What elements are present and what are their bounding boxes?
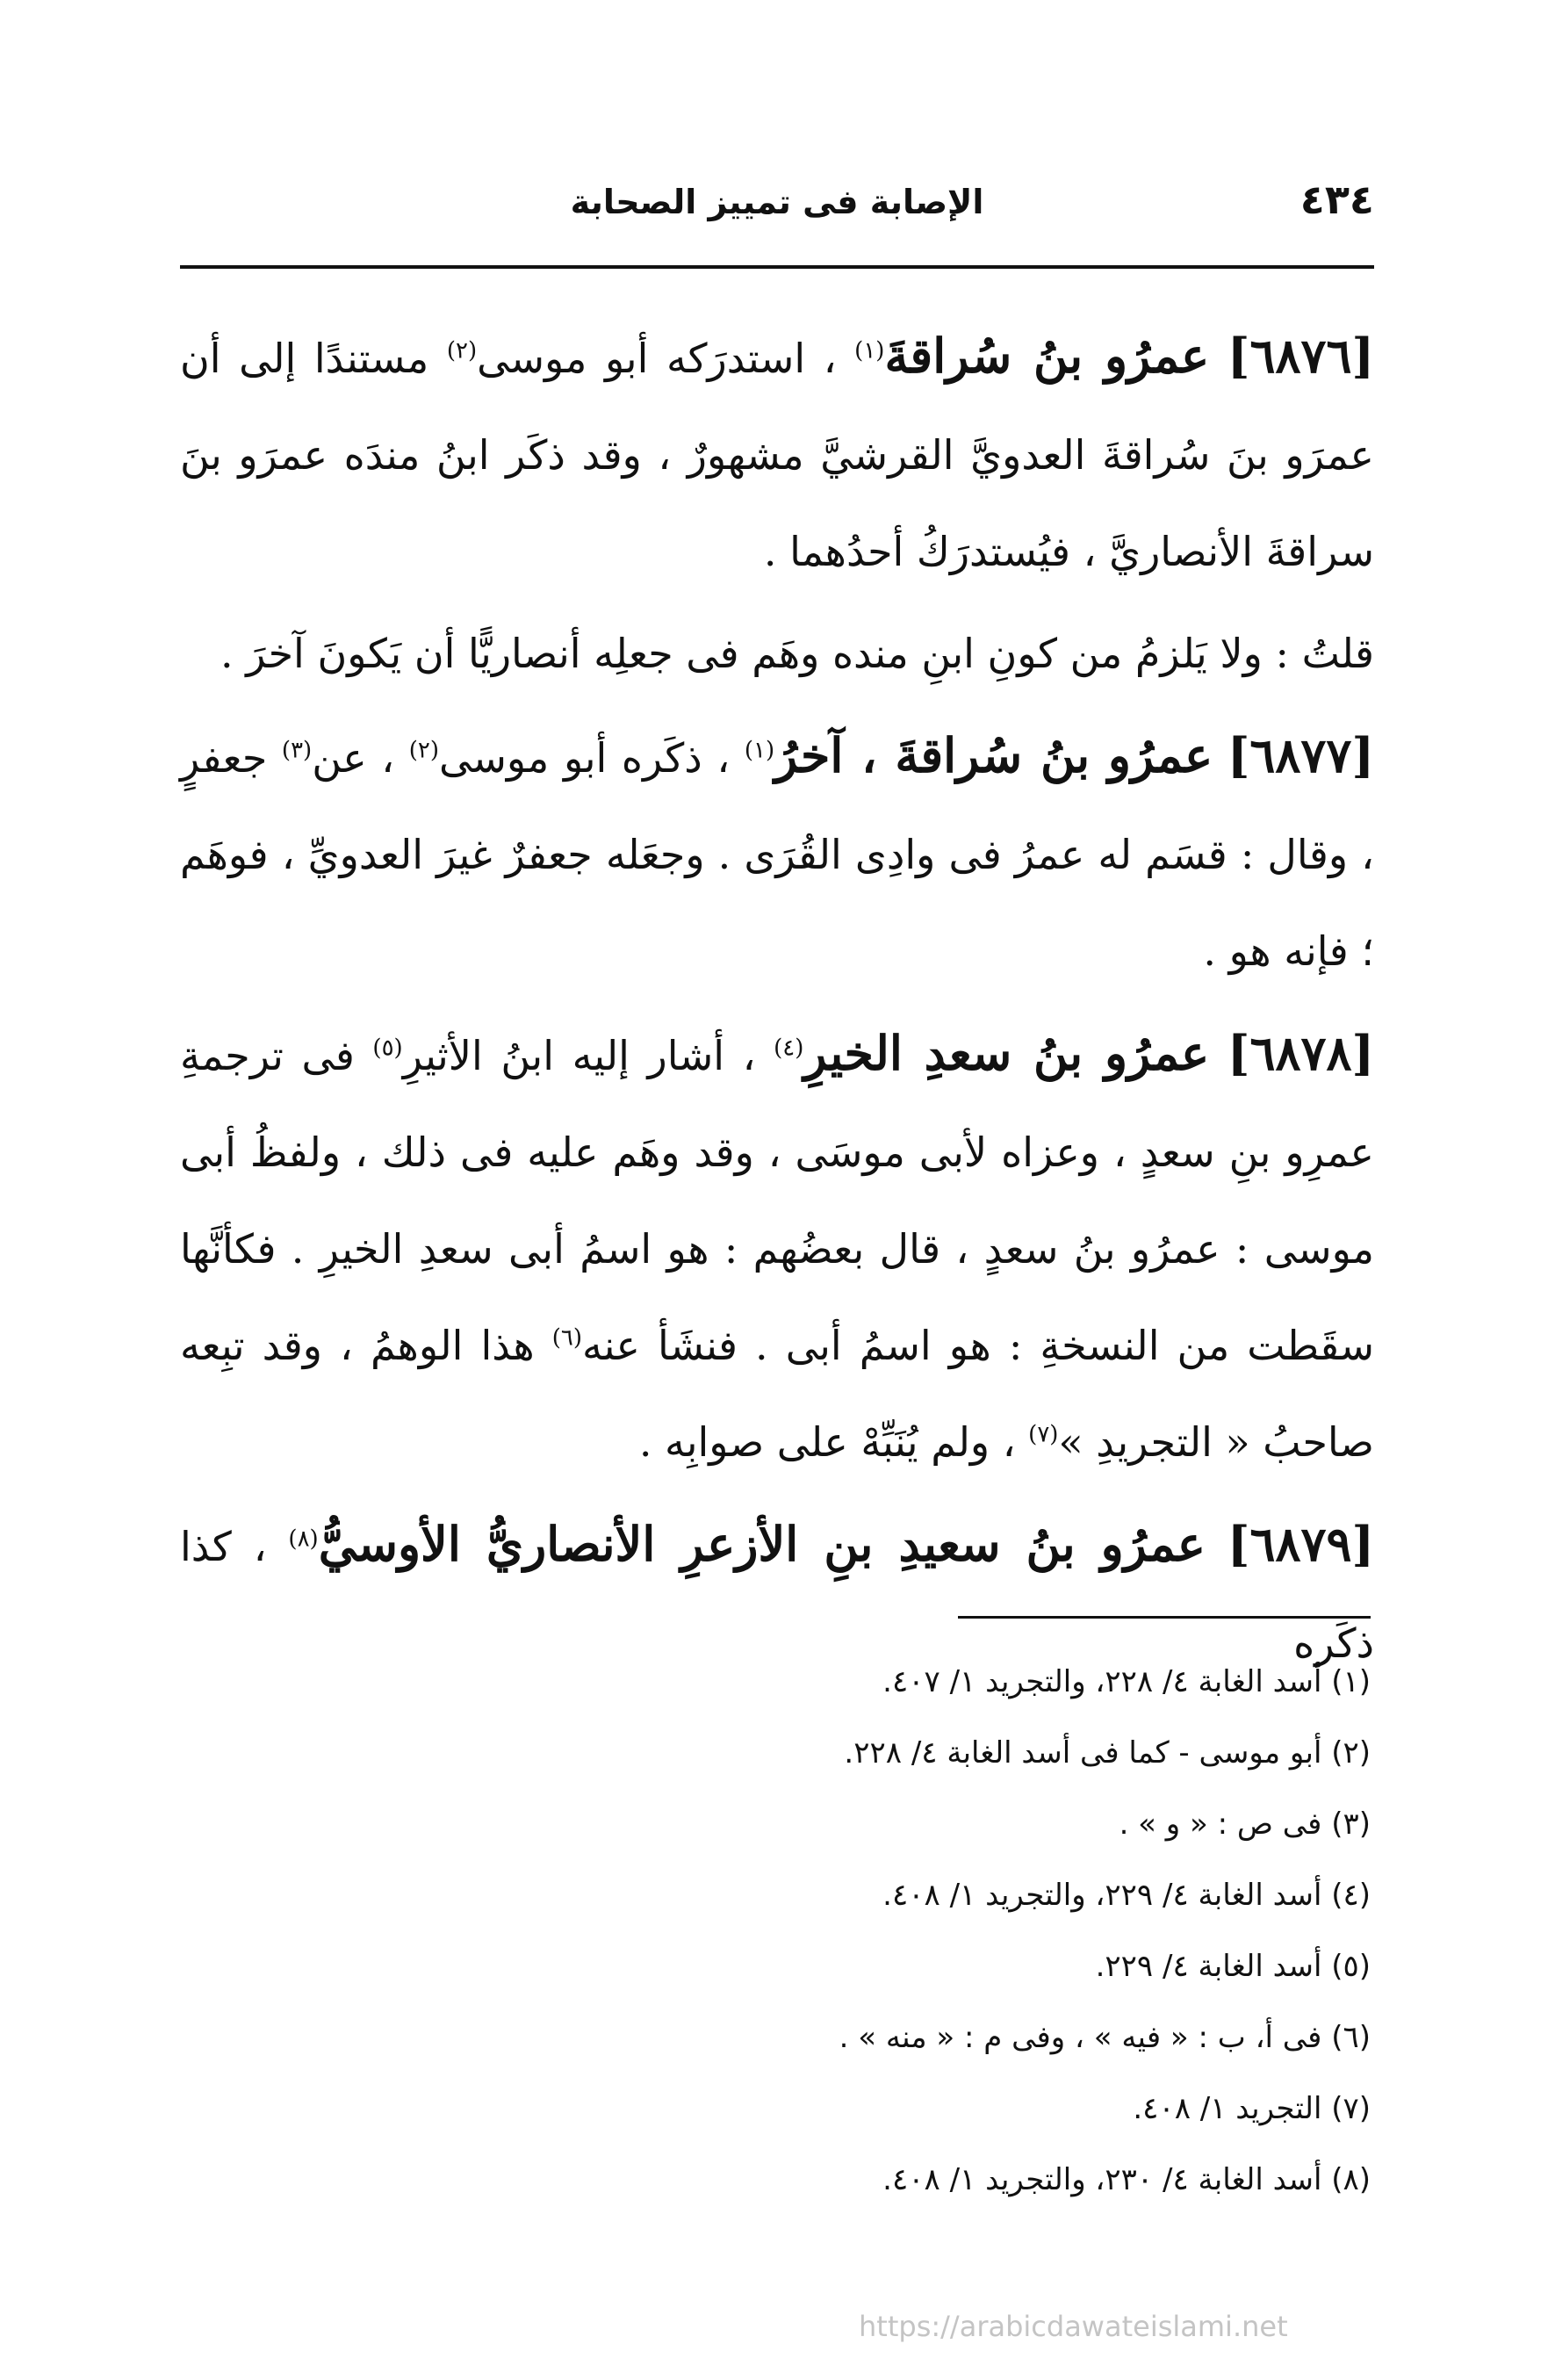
footnote-item: (٨) أسد الغابة ٤/ ٢٣٠، والتجريد ١/ ٤٠٨.	[882, 2162, 1371, 2197]
footnote-item: (٧) التجريد ١/ ٤٠٨.	[1133, 2091, 1371, 2126]
entry-number: [٦٨٧٦]	[1227, 328, 1375, 384]
footnote-ref: (٣)	[281, 737, 313, 764]
footnote-ref: (٧)	[1028, 1421, 1059, 1448]
entry-text: ، ولم يُنَبِّهْ على صوابِه .	[638, 1418, 1016, 1466]
footnote-ref: (٦)	[551, 1324, 582, 1352]
entry-text: فى ترجمةِ عمرِو بنِ سعدٍ ، وعزاه لأبى موسَى ، وقد وهَم عليه فى ذلك ، ولفظُ أبى موسى : عمرُو بنُ سعدٍ ، قال بعضُهم : هو اسمُ أبى سعدِ الخيرِ . فكأنَّها سقَطت من النسخةِ : هو اسمُ أبى . فنشَأ عنه	[180, 1032, 1374, 1369]
footnote-ref: (٨)	[288, 1525, 319, 1553]
footnote-item: (٢) أبو موسى - كما فى أسد الغابة ٤/ ٢٢٨.	[844, 1735, 1371, 1771]
entry-text: ، ذكَره أبو موسى	[439, 734, 731, 782]
book-title: الإصابة فى تمييز الصحابة	[570, 183, 984, 221]
footnote-rule	[958, 1616, 1371, 1619]
footnote-ref: (١)	[744, 737, 775, 764]
note-text: قلتُ : ولا يَلزمُ من كونِ ابنِ منده وهَم فى جعلِه أنصاريًّا أن يَكونَ آخرَ .	[220, 630, 1374, 677]
footnotes	[317, 1647, 1371, 2216]
footnote-item: (٤) أسد الغابة ٤/ ٢٢٩، والتجريد ١/ ٤٠٨.	[882, 1878, 1371, 1913]
page-number: ٤٣٤	[1299, 176, 1374, 223]
footnote-ref: (٢)	[446, 337, 478, 364]
footnote-ref: (١)	[854, 337, 885, 364]
footnote-item: (١) أسد الغابة ٤/ ٢٢٨، والتجريد ١/ ٤٠٧.	[882, 1664, 1371, 1699]
entry-6876	[180, 307, 1374, 600]
entry-6878	[180, 1005, 1374, 1490]
entry-text: ، كذا ذكَره	[180, 1523, 1374, 1667]
entry-number: [٦٨٧٨]	[1227, 1025, 1375, 1081]
footnote-ref: (٢)	[408, 737, 440, 764]
running-header	[180, 176, 1374, 237]
entry-name: عمرُو بنُ سعيدِ بنِ الأزعرِ الأنصاريُّ الأوسيُّ	[318, 1516, 1206, 1572]
entry-text: ، عن	[312, 734, 395, 782]
footnote-item: (٦) فى أ، ب : « فيه » ، وفى م : « منه » .	[839, 2020, 1371, 2055]
footnote-item: (٣) فى ص : « و » .	[1119, 1807, 1371, 1842]
header-rule	[180, 265, 1374, 269]
entry-number: [٦٨٧٩]	[1227, 1516, 1375, 1572]
entry-name: عمرُو بنُ سُراقةَ	[884, 328, 1210, 384]
watermark-url: https://arabicdawateislami.net	[859, 2310, 1288, 2343]
entry-text: ، استدرَكه أبو موسى	[477, 335, 837, 382]
entry-number: [٦٨٧٧]	[1227, 727, 1374, 783]
entry-6877	[180, 707, 1374, 999]
entry-text: هذا الوهمُ ، وقد تبِعه صاحبُ « التجريدِ »	[180, 1322, 1374, 1466]
entry-name: عمرُو بنُ سُراقةَ ، آخرُ	[774, 727, 1213, 783]
entry-text: جعفرٍ ، وقال : قسَم له عمرُ فى وادِى القُرَى . وجعَله جعفرٌ غيرَ العدويِّ ، فوهَم ؛ فإنه هو .	[180, 734, 1374, 975]
footnote-item: (٥) أسد الغابة ٤/ ٢٢٩.	[1095, 1949, 1371, 1984]
footnote-ref: (٤)	[774, 1035, 804, 1062]
footnote-ref: (٥)	[372, 1035, 403, 1062]
entry-name: عمرُو بنُ سعدِ الخيرِ	[803, 1025, 1210, 1081]
entry-text: ، أشار إليه ابنُ الأثيرِ	[402, 1032, 756, 1079]
main-text	[180, 307, 1374, 1697]
entry-text: مستندًا إلى أن عمرَو بنَ سُراقةَ العدويَّ القرشيَّ مشهورٌ ، وقد ذكَر ابنُ مندَه عمرَو بنَ سراقةَ الأنصاريَّ ، فيُستدرَكُ أحدُهما .	[180, 335, 1374, 575]
author-note	[180, 605, 1374, 702]
